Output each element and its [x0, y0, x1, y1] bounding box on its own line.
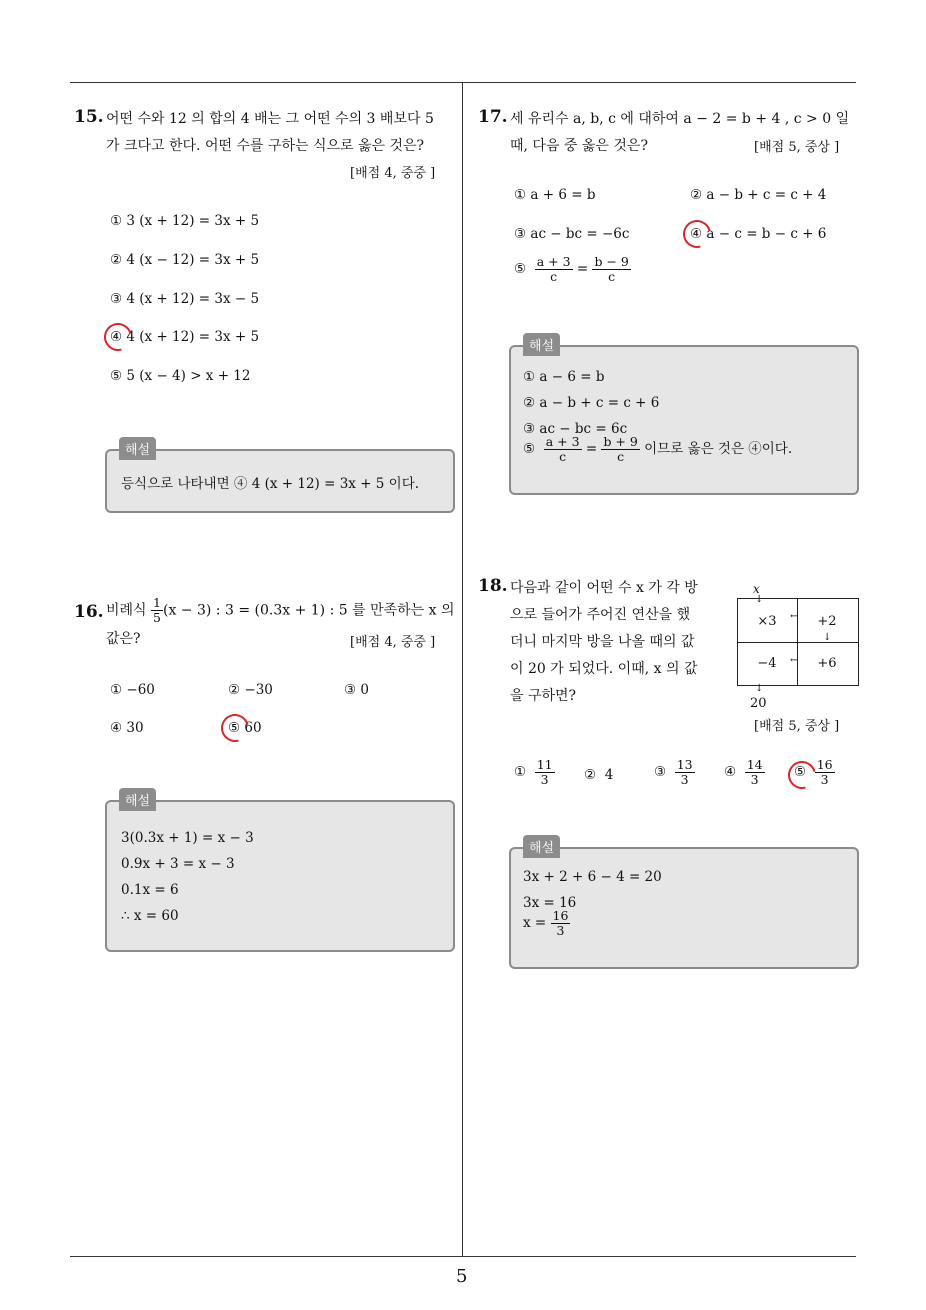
- fraction: $\frac{a + 3}{c}$: [545, 434, 580, 464]
- question-number: 17.: [478, 107, 508, 127]
- input-label: x: [753, 582, 760, 596]
- solution-box: [509, 841, 859, 969]
- solution-line: ∴ x = 60: [121, 908, 179, 924]
- option-4[interactable]: ④ a − c = b − c + 6: [690, 226, 827, 242]
- option-1[interactable]: ① −60: [110, 682, 155, 698]
- question-number: 18.: [478, 576, 508, 596]
- solution-tab: 해설: [523, 333, 560, 356]
- fraction: $\frac{a + 3}{c}$: [536, 254, 571, 284]
- solution-box: [105, 443, 455, 513]
- question-text-line: 때, 다음 중 옳은 것은?: [510, 138, 648, 154]
- solution-line: 0.1x = 6: [121, 882, 179, 898]
- question-text: [510, 575, 698, 710]
- cell-plus6: +6: [817, 656, 837, 671]
- top-rule: [70, 82, 856, 83]
- solution-box: [105, 794, 455, 952]
- option-5[interactable]: ⑤ 60: [228, 720, 262, 736]
- solution-box: [509, 339, 859, 495]
- diagram-grid: [737, 598, 859, 686]
- option-1[interactable]: ① 3 (x + 12) = 3x + 5: [110, 213, 260, 229]
- question-number: 16.: [74, 602, 104, 622]
- question-text: [106, 106, 434, 160]
- solution-line: ③ ac − bc = 6c: [523, 421, 628, 437]
- page-number: 5: [456, 1266, 468, 1287]
- question-text-part: 비례식: [106, 602, 147, 619]
- solution-line: ⑤ $\frac{a + 3}{c}$ = $\frac{b + 9}{c}$ 이므로 옳은 것은 ④이다.: [523, 434, 793, 464]
- fraction: $\frac{16}{3}$: [816, 757, 833, 787]
- fraction: $\frac{14}{3}$: [746, 757, 763, 787]
- score-label: [배점 5, 중상 ]: [754, 140, 840, 155]
- question-text-line: 더니 마지막 방을 나올 때의 값: [510, 634, 695, 650]
- solution-line: ① a − 6 = b: [523, 369, 605, 385]
- solution-line: 3(0.3x + 1) = x − 3: [121, 830, 254, 846]
- option-4[interactable]: ④ $\frac{14}{3}$: [724, 757, 763, 787]
- arrow-down-icon: ↓: [823, 632, 832, 643]
- question-text: [106, 596, 454, 625]
- arrow-down-icon: ↓: [755, 683, 764, 694]
- fraction: $\frac{13}{3}$: [676, 757, 693, 787]
- question-text-line: 어떤 수와 12 의 합의 4 배는 그 어떤 수의 3 배보다 5: [106, 111, 434, 127]
- bottom-rule: [70, 1256, 856, 1257]
- score-label: [배점 5, 중상 ]: [754, 719, 840, 734]
- question-text-line: 가 크다고 한다. 어떤 수를 구하는 식으로 옳은 것은?: [106, 138, 425, 154]
- option-5[interactable]: ⑤ $\frac{16}{3}$: [794, 757, 833, 787]
- solution-line: 3x = 16: [523, 895, 577, 911]
- solution-line: ② a − b + c = c + 6: [523, 395, 660, 411]
- question-text-line: 세 유리수 a, b, c 에 대하여 a − 2 = b + 4 , c > 0 일: [510, 111, 850, 127]
- question-text-line: 이 20 가 되었다. 이때, x 의 값: [510, 661, 698, 677]
- score-label: [배점 4, 중중 ]: [350, 166, 436, 181]
- option-2[interactable]: ② a − b + c = c + 4: [690, 187, 827, 203]
- fraction: $\frac{11}{3}$: [536, 757, 553, 787]
- output-label: 20: [750, 696, 767, 711]
- option-4[interactable]: ④ 30: [110, 720, 144, 736]
- question-text-line: 을 구하면?: [510, 688, 577, 704]
- solution-tab: 해설: [119, 437, 156, 460]
- solution-line: 0.9x + 3 = x − 3: [121, 856, 235, 872]
- fraction: $\frac{1}{5}$: [153, 595, 161, 625]
- answer-mark-circle: [216, 709, 254, 747]
- arrow-left-icon: ←: [790, 611, 799, 622]
- option-3[interactable]: ③ 0: [344, 682, 369, 698]
- option-4[interactable]: ④ 4 (x + 12) = 3x + 5: [110, 329, 260, 345]
- option-5[interactable]: ⑤ 5 (x − 4) > x + 12: [110, 368, 251, 384]
- option-1[interactable]: ① $\frac{11}{3}$: [514, 757, 553, 787]
- arrow-left-icon: ←: [790, 655, 799, 666]
- option-2[interactable]: ② 4 (x − 12) = 3x + 5: [110, 252, 260, 268]
- cell-minus4: −4: [757, 656, 777, 671]
- option-1[interactable]: ① a + 6 = b: [514, 187, 596, 203]
- question-text-line: 값은?: [106, 631, 141, 647]
- question-number: 15.: [74, 107, 104, 127]
- answer-mark-circle: [99, 318, 137, 356]
- score-label: [배점 4, 중중 ]: [350, 635, 436, 650]
- option-2[interactable]: ② 4: [584, 767, 614, 783]
- solution-line: x = $\frac{16}{3}$: [523, 908, 569, 938]
- option-3[interactable]: ③ 4 (x + 12) = 3x − 5: [110, 291, 260, 307]
- fraction: $\frac{16}{3}$: [552, 908, 569, 938]
- solution-text: 등식으로 나타내면 ④ 4 (x + 12) = 3x + 5 이다.: [121, 476, 420, 492]
- solution-line: 3x + 2 + 6 − 4 = 20: [523, 869, 662, 885]
- arrow-down-icon: ↓: [755, 594, 764, 605]
- option-5[interactable]: ⑤ $\frac{a + 3}{c}$ = $\frac{b - 9}{c}$: [514, 254, 629, 284]
- option-3[interactable]: ③ ac − bc = −6c: [514, 226, 630, 242]
- question-text-line: 으로 들어가 주어진 연산을 했: [510, 607, 691, 623]
- cell-times3: ×3: [757, 614, 777, 629]
- option-2[interactable]: ② −30: [228, 682, 273, 698]
- fraction: $\frac{b + 9}{c}$: [603, 434, 638, 464]
- cell-plus2: +2: [817, 614, 837, 629]
- answer-mark-circle: [678, 215, 716, 253]
- question-text-part: (x − 3) : 3 = (0.3x + 1) : 5 를 만족하는 x 의: [162, 602, 455, 619]
- option-3[interactable]: ③ $\frac{13}{3}$: [654, 757, 693, 787]
- column-divider: [462, 82, 463, 1257]
- solution-tab: 해설: [119, 788, 156, 811]
- question-text-line: 다음과 같이 어떤 수 x 가 각 방: [510, 580, 698, 596]
- fraction: $\frac{b - 9}{c}$: [594, 254, 629, 284]
- solution-tab: 해설: [523, 835, 560, 858]
